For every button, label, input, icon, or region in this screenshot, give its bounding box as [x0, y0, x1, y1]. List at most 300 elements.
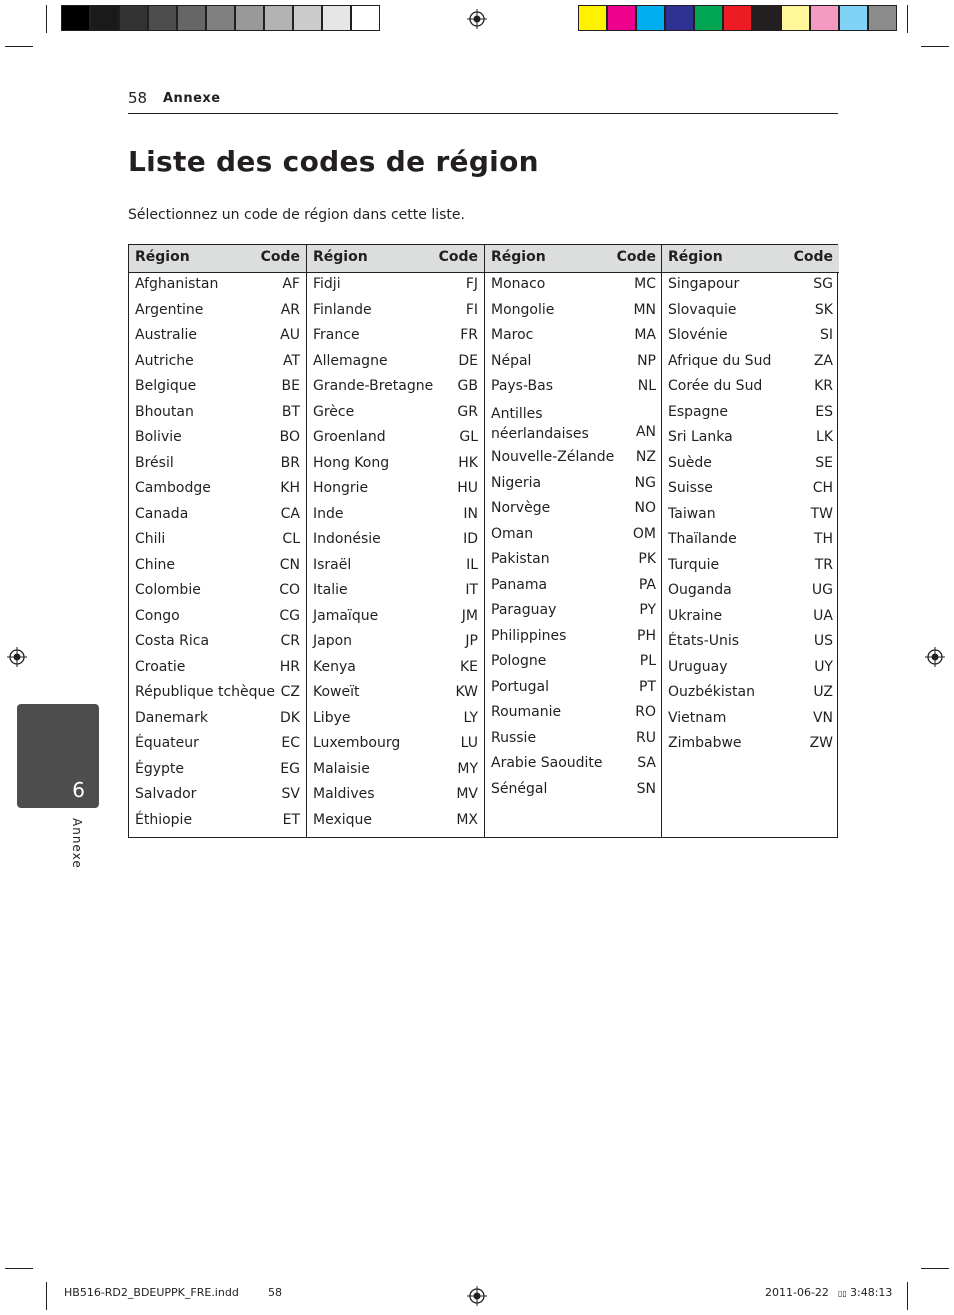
region-code: SV [281, 786, 300, 802]
intro-text: Sélectionnez un code de région dans cette liste. [128, 207, 465, 223]
page-number: 58 [128, 89, 148, 107]
color-swatch [607, 5, 636, 31]
table-row [485, 624, 662, 649]
table-row [662, 527, 839, 552]
region-name: France [313, 327, 360, 343]
color-swatch [694, 5, 723, 31]
table-row [485, 445, 662, 470]
table-row [307, 655, 484, 680]
table-row [129, 655, 306, 680]
region-code: HK [458, 454, 478, 471]
table-row [307, 349, 484, 374]
region-code: LY [463, 709, 478, 726]
page-title: Liste des codes de région [128, 145, 539, 178]
region-code: GL [459, 429, 478, 445]
region-code: PA [638, 576, 656, 593]
region-name: Groenland [313, 429, 386, 445]
table-row [307, 502, 484, 527]
region-code: MC [634, 276, 656, 292]
region-code: DK [280, 709, 300, 726]
table-row [485, 374, 662, 399]
table-row [129, 680, 306, 705]
region-code: KH [280, 480, 300, 496]
region-code: GB [457, 378, 478, 394]
gray-swatch [264, 5, 293, 31]
region-name: Cambodge [135, 480, 211, 496]
table-row [662, 680, 839, 705]
region-name: Libye [313, 709, 351, 726]
region-code: UZ [813, 684, 833, 700]
table-row [485, 777, 662, 802]
crop-mark [921, 46, 949, 47]
table-row [662, 476, 839, 501]
region-code-table [128, 244, 838, 838]
table-row [485, 496, 662, 521]
header-divider [128, 113, 838, 114]
region-code: PK [638, 551, 656, 567]
region-code: MX [456, 811, 478, 828]
region-code: PT [639, 678, 656, 695]
table-row [662, 502, 839, 527]
gray-swatch [351, 5, 380, 31]
region-code: ZW [809, 735, 833, 751]
region-name: Pologne [491, 653, 547, 669]
region-name: Mexique [313, 811, 372, 828]
table-row [307, 374, 484, 399]
region-code: MN [633, 301, 656, 318]
gray-swatch [293, 5, 322, 31]
region-name: Kenya [313, 658, 356, 675]
table-row [662, 298, 839, 323]
region-code: CL [282, 531, 300, 547]
section-label: Annexe [163, 91, 221, 106]
region-name: Russie [491, 729, 537, 746]
table-row [662, 731, 839, 756]
region-code: KE [459, 658, 478, 675]
table-header [129, 245, 306, 273]
table-row [307, 476, 484, 501]
region-name: Fidji [313, 276, 341, 292]
region-code: SG [813, 276, 833, 292]
region-code: FJ [465, 276, 478, 292]
table-row [129, 349, 306, 374]
region-name: Singapour [668, 276, 740, 292]
footer-glyph: ▯▯ [838, 1289, 847, 1298]
region-name: Thaïlande [668, 531, 737, 547]
table-row [662, 400, 839, 425]
crop-mark [5, 1268, 33, 1269]
header-code: Code [616, 249, 656, 265]
region-name: Australie [135, 327, 197, 343]
region-code: MY [457, 760, 478, 777]
table-row [662, 425, 839, 450]
region-code: NO [634, 500, 656, 516]
region-code: FR [460, 327, 478, 343]
table-row [307, 808, 484, 833]
header-region: Région [491, 249, 546, 265]
table-row [662, 349, 839, 374]
region-name: Oman [491, 525, 534, 542]
region-name: Portugal [491, 678, 549, 695]
region-code: MA [634, 327, 656, 343]
region-name: Mongolie [491, 301, 555, 318]
region-name: Costa Rica [135, 633, 210, 649]
region-code: TR [814, 556, 833, 573]
color-swatch [781, 5, 810, 31]
region-code: CO [279, 582, 300, 598]
region-name: Suède [668, 454, 712, 471]
table-row [662, 553, 839, 578]
table-row [662, 578, 839, 603]
region-code: HR [279, 658, 300, 675]
registration-mark-icon [925, 647, 945, 667]
region-name: Allemagne [313, 352, 388, 369]
region-name: Hongrie [313, 480, 369, 496]
region-code: RU [636, 729, 656, 746]
region-code: IL [466, 556, 478, 573]
region-name: États-Unis [668, 633, 740, 649]
table-row [129, 374, 306, 399]
region-code: UA [813, 607, 833, 624]
region-name: Népal [491, 352, 532, 369]
region-code: SE [815, 454, 833, 471]
region-name: Espagne [668, 403, 728, 420]
region-name: Belgique [135, 378, 197, 394]
region-name: Panama [491, 576, 548, 593]
table-row [129, 527, 306, 552]
table-row [129, 272, 306, 297]
table-header [307, 245, 484, 273]
color-swatch [810, 5, 839, 31]
table-row [307, 757, 484, 782]
crop-mark [921, 1268, 949, 1269]
region-name: Maldives [313, 786, 375, 802]
region-code: ID [463, 531, 478, 547]
region-name: Vietnam [668, 709, 727, 726]
region-name: Équateur [135, 735, 199, 751]
region-code: DE [458, 352, 478, 369]
table-column [306, 245, 484, 837]
region-code: PL [639, 653, 656, 669]
color-swatch [752, 5, 781, 31]
region-name: Canada [135, 505, 189, 522]
header-code: Code [438, 249, 478, 265]
table-row [129, 757, 306, 782]
region-name: Congo [135, 607, 180, 624]
region-code: AR [280, 301, 300, 318]
chapter-label: Annexe [70, 818, 84, 869]
footer-time: 3:48:13 [850, 1286, 893, 1299]
region-code: NG [634, 474, 656, 491]
region-name: Antilles néerlandaises [491, 405, 589, 442]
region-name: Nouvelle-Zélande [491, 449, 615, 465]
table-row [662, 323, 839, 348]
region-name: Grande-Bretagne [313, 378, 434, 394]
region-name: Paraguay [491, 602, 557, 618]
gray-swatch [235, 5, 264, 31]
region-name: Danemark [135, 709, 208, 726]
region-code: LU [460, 735, 478, 751]
table-row [307, 323, 484, 348]
gray-swatch [61, 5, 90, 31]
region-name: Finlande [313, 301, 372, 318]
region-code: GR [457, 403, 478, 420]
region-code: VN [812, 709, 833, 726]
region-code: SK [814, 301, 833, 318]
region-code: IN [463, 505, 478, 522]
gray-swatch [119, 5, 148, 31]
table-row [662, 655, 839, 680]
registration-mark-icon [467, 1286, 487, 1306]
table-row [129, 782, 306, 807]
color-swatch [665, 5, 694, 31]
color-swatch [868, 5, 897, 31]
region-code: PH [637, 627, 656, 644]
region-name: Malaisie [313, 760, 370, 777]
table-row [129, 629, 306, 654]
region-name: Uruguay [668, 658, 728, 675]
crop-mark [907, 1282, 908, 1310]
region-code: SI [819, 327, 833, 343]
region-name: Argentine [135, 301, 204, 318]
region-name: Ouganda [668, 582, 732, 598]
region-code: SN [636, 780, 656, 797]
color-swatch [723, 5, 752, 31]
region-name: Chili [135, 531, 166, 547]
region-name: Koweït [313, 684, 360, 700]
region-code: AT [282, 352, 300, 369]
region-code: PY [639, 602, 656, 618]
table-row [485, 522, 662, 547]
region-code: LK [816, 429, 833, 445]
region-name: Turquie [668, 556, 720, 573]
region-code: BE [281, 378, 300, 394]
table-row [662, 451, 839, 476]
table-row [129, 425, 306, 450]
gray-swatch [322, 5, 351, 31]
header-region: Région [313, 249, 368, 265]
region-name: Slovaquie [668, 301, 737, 318]
table-row [662, 629, 839, 654]
table-row [129, 553, 306, 578]
region-name: Jamaïque [313, 607, 379, 624]
region-name: Luxembourg [313, 735, 401, 751]
region-name: Pays-Bas [491, 378, 554, 394]
table-row [662, 374, 839, 399]
crop-mark [907, 5, 908, 33]
table-row [307, 680, 484, 705]
table-row [129, 451, 306, 476]
region-code: CR [280, 633, 300, 649]
region-code: ZA [813, 352, 833, 369]
region-code: AF [282, 276, 300, 292]
table-row [307, 451, 484, 476]
table-row [485, 400, 662, 445]
table-row [485, 349, 662, 374]
table-row [129, 731, 306, 756]
table-column [484, 245, 662, 837]
region-name: Monaco [491, 276, 546, 292]
region-name: Indonésie [313, 531, 381, 547]
region-name: Éthiopie [135, 811, 193, 828]
table-row [307, 731, 484, 756]
table-header [662, 245, 839, 273]
table-row [129, 476, 306, 501]
table-row [129, 578, 306, 603]
color-swatch [578, 5, 607, 31]
table-row [485, 272, 662, 297]
region-code: SA [637, 755, 656, 771]
region-name: Croatie [135, 658, 186, 675]
table-row [485, 323, 662, 348]
region-code: TW [810, 505, 833, 522]
region-code: OM [632, 525, 656, 542]
table-row [485, 573, 662, 598]
table-row [485, 675, 662, 700]
table-row [129, 502, 306, 527]
color-swatch [636, 5, 665, 31]
region-code: TH [813, 531, 833, 547]
region-code: MV [456, 786, 478, 802]
table-row [307, 298, 484, 323]
table-row [485, 298, 662, 323]
table-header [485, 245, 662, 273]
chapter-number: 6 [72, 778, 85, 802]
region-name: Inde [313, 505, 344, 522]
table-row [307, 553, 484, 578]
table-row [307, 604, 484, 629]
region-name: Maroc [491, 327, 534, 343]
table-row [307, 527, 484, 552]
table-row [307, 400, 484, 425]
region-code: CA [280, 505, 300, 522]
region-code: ES [815, 403, 833, 420]
region-name: Brésil [135, 454, 174, 471]
table-row [129, 323, 306, 348]
region-name: Israël [313, 556, 352, 573]
table-row [307, 629, 484, 654]
region-name: Suisse [668, 480, 713, 496]
region-name: Grèce [313, 403, 355, 420]
table-row [129, 604, 306, 629]
region-name: Hong Kong [313, 454, 390, 471]
footer-date: 2011-06-22 [765, 1286, 829, 1299]
region-code: KR [814, 378, 833, 394]
region-name: Bhoutan [135, 403, 194, 420]
region-name: Autriche [135, 352, 194, 369]
table-row [485, 598, 662, 623]
region-name: Bolivie [135, 429, 182, 445]
table-row [129, 706, 306, 731]
table-column [661, 245, 839, 837]
table-row [307, 706, 484, 731]
header-region: Région [135, 249, 190, 265]
region-code: RO [635, 704, 656, 720]
region-code: EC [281, 735, 300, 751]
region-code: CZ [280, 684, 300, 700]
region-code: IT [465, 582, 478, 598]
footer-page: 58 [268, 1286, 282, 1299]
region-name: Afrique du Sud [668, 352, 772, 369]
region-name: Italie [313, 582, 348, 598]
registration-mark-icon [7, 647, 27, 667]
region-code: BO [279, 429, 300, 445]
crop-mark [46, 5, 47, 33]
region-code: CH [812, 480, 833, 496]
color-swatch [839, 5, 868, 31]
region-name: Taiwan [668, 505, 716, 522]
table-row [485, 726, 662, 751]
header-code: Code [260, 249, 300, 265]
table-row [662, 706, 839, 731]
region-code: BR [280, 454, 300, 471]
region-name: Sri Lanka [668, 429, 733, 445]
table-row [129, 400, 306, 425]
region-code: BT [281, 403, 300, 420]
region-name: Roumanie [491, 704, 562, 720]
region-code: US [813, 633, 833, 649]
region-name: Pakistan [491, 551, 550, 567]
table-column [129, 245, 306, 837]
region-code: AN [635, 423, 656, 440]
region-code: ET [282, 811, 300, 828]
table-row [485, 471, 662, 496]
region-name: Afghanistan [135, 276, 219, 292]
table-row [307, 425, 484, 450]
region-name: République tchèque [135, 684, 276, 700]
table-row [307, 578, 484, 603]
region-name: Zimbabwe [668, 735, 742, 751]
table-row [485, 649, 662, 674]
table-row [485, 751, 662, 776]
footer-filename: HB516-RD2_BDEUPPK_FRE.indd [64, 1286, 239, 1299]
gray-swatch [90, 5, 119, 31]
region-code: NL [637, 378, 656, 394]
table-row [307, 782, 484, 807]
table-row [485, 700, 662, 725]
region-name: Chine [135, 556, 176, 573]
table-row [662, 604, 839, 629]
region-code: FI [465, 301, 478, 318]
region-name: Nigeria [491, 474, 542, 491]
region-name: Colombie [135, 582, 201, 598]
region-name: Sénégal [491, 780, 548, 797]
header-code: Code [793, 249, 833, 265]
region-code: JM [461, 607, 478, 624]
table-row [307, 272, 484, 297]
table-row [129, 298, 306, 323]
region-code: NZ [635, 449, 656, 465]
region-name: Norvège [491, 500, 551, 516]
region-name: Salvador [135, 786, 197, 802]
chapter-tab [17, 704, 99, 808]
crop-mark [5, 46, 33, 47]
region-code: CG [279, 607, 300, 624]
region-code: AU [280, 327, 300, 343]
gray-swatch [177, 5, 206, 31]
table-row [662, 272, 839, 297]
header-region: Région [668, 249, 723, 265]
region-name: Arabie Saoudite [491, 755, 603, 771]
crop-mark [46, 1282, 47, 1310]
registration-mark-icon [467, 9, 487, 29]
region-name: Ukraine [668, 607, 723, 624]
region-code: HU [457, 480, 478, 496]
region-code: KW [455, 684, 478, 700]
region-name: Japon [313, 633, 353, 649]
region-name: Égypte [135, 760, 185, 777]
region-code: JP [465, 633, 478, 649]
